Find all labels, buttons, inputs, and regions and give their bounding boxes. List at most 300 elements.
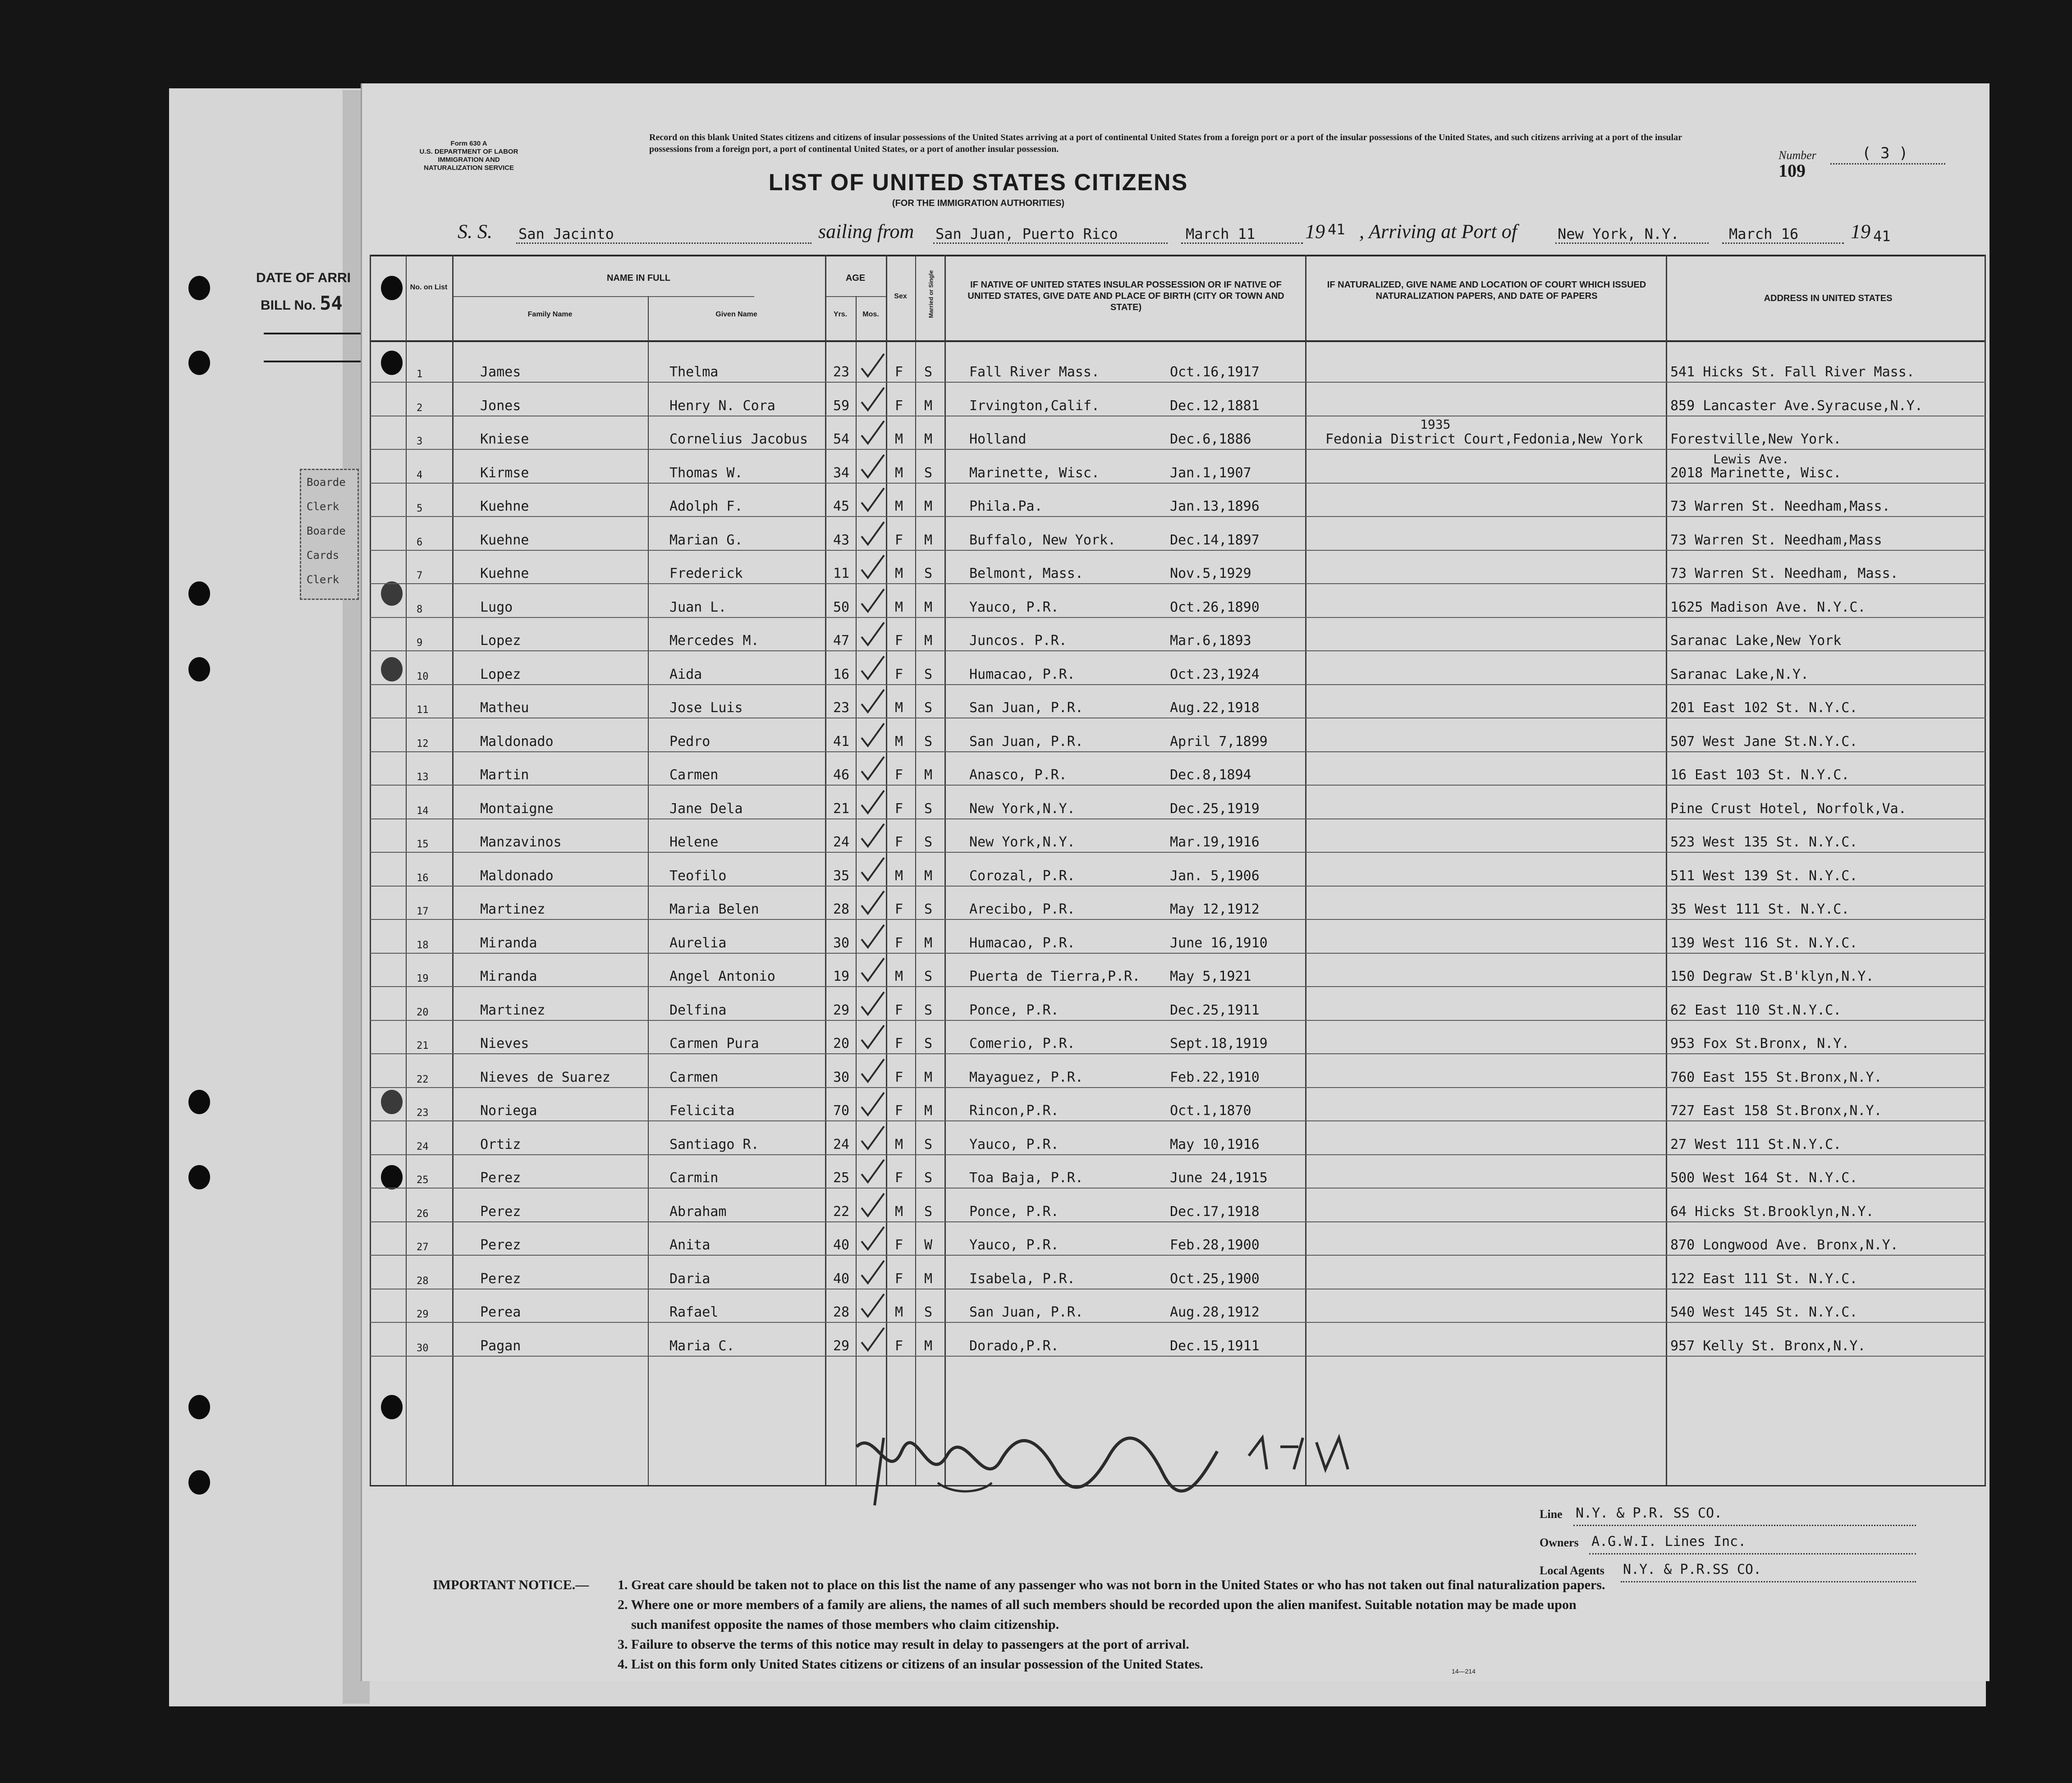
owners-dotted-line bbox=[1589, 1553, 1916, 1554]
marital-status-cell: M bbox=[924, 767, 933, 783]
row-number-cell: 8 bbox=[417, 603, 423, 615]
sail-year-prefix: 19 bbox=[1305, 220, 1325, 242]
address-cell: 507 West Jane St.N.Y.C. bbox=[1670, 733, 1858, 750]
birth-date-cell: Oct.16,1917 bbox=[1170, 364, 1260, 380]
family-name-cell: Ortiz bbox=[480, 1136, 521, 1152]
address-cell: Forestville,New York. bbox=[1670, 431, 1842, 447]
check-mark-icon bbox=[859, 1024, 886, 1051]
check-mark-icon bbox=[859, 990, 886, 1017]
arrival-year: 41 bbox=[1873, 228, 1891, 245]
sex-cell: F bbox=[895, 666, 903, 682]
family-name-cell: Jones bbox=[480, 398, 521, 414]
table-row bbox=[370, 1021, 1986, 1054]
given-name-cell: Helene bbox=[669, 834, 719, 850]
family-name-cell: Kirmse bbox=[480, 465, 529, 481]
family-name-cell: Perez bbox=[480, 1203, 521, 1220]
arrival-year-prefix: 19 bbox=[1851, 220, 1870, 242]
address-cell: 73 Warren St. Needham, Mass. bbox=[1670, 566, 1898, 581]
sex-cell: M bbox=[895, 1136, 903, 1152]
birthplace-cell: Yauco, P.R. bbox=[969, 1237, 1059, 1253]
age-years-cell: 20 bbox=[833, 1036, 850, 1052]
marital-status-cell: S bbox=[924, 969, 933, 984]
bill-line bbox=[264, 333, 361, 334]
table-row bbox=[370, 853, 1986, 887]
sailing-dotted-line bbox=[933, 242, 1168, 244]
family-name-cell: Maldonado bbox=[480, 868, 554, 884]
age-years-cell: 25 bbox=[833, 1170, 850, 1186]
table-row bbox=[370, 1155, 1986, 1189]
page-title: LIST OF UNITED STATES CITIZENS bbox=[768, 169, 1188, 196]
row-number-cell: 12 bbox=[417, 738, 429, 750]
check-mark-icon bbox=[859, 419, 886, 446]
col-header-address: ADDRESS IN UNITED STATES bbox=[1764, 293, 1893, 303]
birth-date-cell: Dec.25,1911 bbox=[1170, 1002, 1260, 1018]
page-subtitle: (FOR THE IMMIGRATION AUTHORITIES) bbox=[892, 198, 1065, 208]
row-number-cell: 3 bbox=[417, 436, 423, 447]
check-mark-icon bbox=[859, 621, 886, 648]
age-years-cell: 43 bbox=[833, 532, 850, 548]
address-cell: 122 East 111 St. N.Y.C. bbox=[1670, 1271, 1858, 1287]
age-years-cell: 16 bbox=[833, 666, 850, 682]
given-name-cell: Henry N. Cora bbox=[669, 398, 775, 414]
given-name-cell: Abraham bbox=[669, 1203, 727, 1220]
table-row bbox=[370, 1189, 1986, 1222]
sex-cell: F bbox=[895, 1069, 903, 1085]
sex-cell: F bbox=[895, 935, 903, 951]
punch-hole bbox=[188, 351, 210, 375]
passenger-table bbox=[370, 255, 1986, 1485]
given-name-cell: Marian G. bbox=[669, 532, 743, 548]
table-row bbox=[370, 349, 1986, 383]
age-years-cell: 40 bbox=[833, 1271, 850, 1287]
family-name-cell: Noriega bbox=[480, 1103, 537, 1119]
row-rule bbox=[370, 1356, 1986, 1357]
family-name-cell: Martinez bbox=[480, 1002, 546, 1018]
family-name-cell: Lopez bbox=[480, 666, 521, 682]
row-number-cell: 28 bbox=[417, 1275, 429, 1287]
check-mark-icon bbox=[859, 486, 886, 513]
given-name-cell: Carmin bbox=[669, 1170, 719, 1186]
row-number-cell: 5 bbox=[417, 503, 423, 514]
line-dotted-line bbox=[1573, 1525, 1916, 1526]
punch-hole bbox=[188, 1470, 210, 1495]
age-years-cell: 19 bbox=[833, 969, 850, 984]
row-number-cell: 17 bbox=[417, 906, 429, 917]
sail-year: 41 bbox=[1328, 221, 1345, 238]
family-name-cell: Kniese bbox=[480, 431, 529, 447]
row-number-cell: 23 bbox=[417, 1107, 429, 1119]
marital-status-cell: W bbox=[924, 1237, 933, 1253]
address-cell: 201 East 102 St. N.Y.C. bbox=[1670, 700, 1858, 716]
given-name-cell: Santiago R. bbox=[669, 1136, 759, 1152]
sex-cell: F bbox=[895, 1237, 903, 1253]
birthplace-cell: Puerta de Tierra,P.R. bbox=[969, 969, 1141, 984]
check-mark-icon bbox=[859, 755, 886, 782]
address-cell: 541 Hicks St. Fall River Mass. bbox=[1670, 364, 1915, 380]
table-row bbox=[370, 383, 1986, 416]
address-cell: 511 West 139 St. N.Y.C. bbox=[1670, 868, 1858, 884]
arriving-label: , Arriving at Port of bbox=[1359, 220, 1517, 242]
table-row bbox=[370, 819, 1986, 853]
birth-date-cell: Feb.28,1900 bbox=[1170, 1237, 1260, 1253]
given-name-cell: Carmen bbox=[669, 1069, 719, 1085]
given-name-cell: Anita bbox=[669, 1237, 711, 1253]
birth-date-cell: Jan.13,1896 bbox=[1170, 498, 1260, 514]
sex-cell: M bbox=[895, 868, 903, 884]
age-years-cell: 54 bbox=[833, 431, 850, 447]
check-mark-icon bbox=[859, 889, 886, 916]
marital-status-cell: M bbox=[924, 599, 933, 615]
address-cell: 859 Lancaster Ave.Syracuse,N.Y. bbox=[1670, 398, 1923, 414]
line-value: N.Y. & P.R. SS CO. bbox=[1576, 1505, 1723, 1521]
family-name-cell: Nieves bbox=[480, 1036, 529, 1052]
arrival-port-dotted-line bbox=[1555, 242, 1709, 244]
given-name-cell: Aida bbox=[669, 666, 702, 682]
family-name-cell: James bbox=[480, 364, 521, 380]
table-row bbox=[370, 887, 1986, 920]
address-note-cell: Lewis Ave. bbox=[1713, 451, 1789, 466]
stamp-line: Clerk bbox=[307, 573, 339, 586]
notice-item: 2. Where one or more members of a family are aliens, the names of all such members should be recorded upon the alien manifest. Suitable notation may be made upon bbox=[618, 1597, 1577, 1612]
naturalization-cell: Fedonia District Court,Fedonia,New York bbox=[1325, 431, 1643, 447]
sex-cell: F bbox=[895, 1338, 903, 1354]
marital-status-cell: S bbox=[924, 566, 933, 581]
sex-cell: M bbox=[895, 498, 903, 514]
family-name-cell: Matheu bbox=[480, 700, 529, 716]
sex-cell: F bbox=[895, 532, 903, 548]
age-years-cell: 70 bbox=[833, 1103, 850, 1119]
birth-date-cell: May 12,1912 bbox=[1170, 901, 1260, 917]
sail-date-dotted-line bbox=[1181, 242, 1303, 244]
marital-status-cell: M bbox=[924, 1103, 933, 1119]
birth-date-cell: Oct.25,1900 bbox=[1170, 1271, 1260, 1287]
col-header-married: Married or Single bbox=[927, 270, 935, 318]
marital-status-cell: S bbox=[924, 666, 933, 682]
bill-number-label bbox=[261, 292, 343, 314]
family-name-cell: Kuehne bbox=[480, 532, 529, 548]
row-number-cell: 20 bbox=[417, 1006, 429, 1018]
form-identifier bbox=[392, 140, 546, 172]
marital-status-cell: S bbox=[924, 1203, 933, 1220]
family-name-cell: Martinez bbox=[480, 901, 546, 917]
row-number-cell: 13 bbox=[417, 772, 429, 783]
given-name-cell: Thelma bbox=[669, 364, 719, 380]
given-name-cell: Cornelius Jacobus bbox=[669, 431, 808, 447]
table-row bbox=[370, 1122, 1986, 1155]
table-row bbox=[370, 1055, 1986, 1088]
row-number-cell: 21 bbox=[417, 1040, 429, 1052]
sex-cell: F bbox=[895, 1036, 903, 1052]
birth-date-cell: June 24,1915 bbox=[1170, 1170, 1268, 1186]
naturalization-year-cell: 1935 bbox=[1420, 417, 1451, 432]
birth-date-cell: Feb.22,1910 bbox=[1170, 1069, 1260, 1085]
sex-cell: M bbox=[895, 431, 903, 447]
birthplace-cell: Ponce, P.R. bbox=[969, 1203, 1059, 1220]
birthplace-cell: Holland bbox=[969, 431, 1027, 447]
sex-cell: F bbox=[895, 1271, 903, 1287]
table-row bbox=[370, 1222, 1986, 1256]
age-years-cell: 40 bbox=[833, 1237, 850, 1253]
table-row bbox=[370, 685, 1986, 718]
age-years-cell: 30 bbox=[833, 1069, 850, 1085]
table-row bbox=[370, 752, 1986, 786]
family-name-cell: Manzavinos bbox=[480, 834, 562, 850]
address-cell: 2018 Marinette, Wisc. bbox=[1670, 465, 1842, 481]
notice-item: 3. Failure to observe the terms of this notice may result in delay to passengers at the port of arrival. bbox=[618, 1637, 1189, 1652]
agents-dotted-line bbox=[1621, 1581, 1916, 1582]
given-name-cell: Mercedes M. bbox=[669, 633, 759, 649]
col-header-family: Family Name bbox=[527, 311, 573, 318]
birthplace-cell: Juncos. P.R. bbox=[969, 633, 1067, 649]
check-mark-icon bbox=[859, 923, 886, 950]
sex-cell: F bbox=[895, 364, 903, 380]
row-number-cell: 15 bbox=[417, 839, 429, 850]
sailing-label: sailing from bbox=[818, 220, 914, 242]
check-mark-icon bbox=[859, 1192, 886, 1219]
check-mark-icon bbox=[859, 587, 886, 614]
birth-date-cell: Oct.26,1890 bbox=[1170, 599, 1260, 615]
birthplace-cell: Irvington,Calif. bbox=[969, 398, 1100, 414]
birth-date-cell: Mar.6,1893 bbox=[1170, 633, 1251, 649]
number-label: Number bbox=[1779, 149, 1816, 162]
sex-cell: F bbox=[895, 834, 903, 850]
age-years-cell: 29 bbox=[833, 1002, 850, 1018]
birthplace-cell: Humacao, P.R. bbox=[969, 935, 1075, 951]
row-number-cell: 24 bbox=[417, 1141, 429, 1152]
row-number-cell: 19 bbox=[417, 973, 429, 984]
birthplace-cell: Rincon,P.R. bbox=[969, 1103, 1059, 1119]
punch-hole bbox=[188, 276, 210, 300]
marital-status-cell: S bbox=[924, 800, 933, 817]
owners-value: A.G.W.I. Lines Inc. bbox=[1591, 1534, 1747, 1550]
check-mark-icon bbox=[859, 453, 886, 480]
given-name-cell: Maria C. bbox=[669, 1338, 735, 1354]
age-years-cell: 23 bbox=[833, 700, 850, 716]
birth-date-cell: Dec.14,1897 bbox=[1170, 532, 1260, 548]
check-mark-icon bbox=[859, 1326, 886, 1353]
given-name-cell: Adolph F. bbox=[669, 498, 743, 514]
age-years-cell: 35 bbox=[833, 868, 850, 884]
family-name-cell: Kuehne bbox=[480, 498, 529, 514]
table-row bbox=[370, 618, 1986, 651]
col-header-no: No. on List bbox=[410, 283, 448, 291]
check-mark-icon bbox=[859, 688, 886, 715]
number-value: ( 3 ) bbox=[1862, 144, 1908, 162]
row-number-cell: 10 bbox=[417, 671, 429, 682]
row-number-cell: 9 bbox=[417, 637, 423, 649]
table-row bbox=[370, 551, 1986, 584]
birth-date-cell: Aug.22,1918 bbox=[1170, 700, 1260, 716]
table-row bbox=[370, 1088, 1986, 1121]
punch-hole bbox=[188, 1090, 210, 1114]
marital-status-cell: M bbox=[924, 498, 933, 514]
sex-cell: M bbox=[895, 733, 903, 750]
sex-cell: F bbox=[895, 1002, 903, 1018]
given-name-cell: Maria Belen bbox=[669, 901, 759, 917]
marital-status-cell: S bbox=[924, 1304, 933, 1320]
row-number-cell: 1 bbox=[417, 369, 423, 380]
table-row bbox=[370, 416, 1986, 450]
sex-cell: M bbox=[895, 465, 903, 481]
given-name-cell: Frederick bbox=[669, 566, 743, 581]
marital-status-cell: M bbox=[924, 431, 933, 447]
check-mark-icon bbox=[859, 1225, 886, 1252]
family-name-cell: Perez bbox=[480, 1271, 521, 1287]
marital-status-cell: S bbox=[924, 364, 933, 380]
check-mark-icon bbox=[859, 1259, 886, 1286]
address-cell: 16 East 103 St. N.Y.C. bbox=[1670, 767, 1850, 783]
age-years-cell: 23 bbox=[833, 364, 850, 380]
birthplace-cell: Dorado,P.R. bbox=[969, 1338, 1059, 1354]
age-years-cell: 28 bbox=[833, 1304, 850, 1320]
given-name-cell: Angel Antonio bbox=[669, 969, 775, 984]
row-number-cell: 26 bbox=[417, 1208, 429, 1220]
table-row bbox=[370, 517, 1986, 551]
intro-text: Record on this blank United States citizens and citizens of insular possessions of the United States arriving at a port of continental United States from a foreign port or a port of the insular possessions of the United States, and such citizens arriving at a port of the insular possessions from a foreign port, a port of continental United States, or a port of another insular possession. bbox=[649, 133, 1682, 154]
header-bottom-border bbox=[370, 340, 1986, 342]
birth-date-cell: Aug.28,1912 bbox=[1170, 1304, 1260, 1320]
notice-title: IMPORTANT NOTICE.— bbox=[433, 1577, 589, 1592]
age-years-cell: 11 bbox=[833, 566, 850, 581]
address-cell: 27 West 111 St.N.Y.C. bbox=[1670, 1136, 1842, 1152]
address-cell: 1625 Madison Ave. N.Y.C. bbox=[1670, 599, 1866, 615]
check-mark-icon bbox=[859, 553, 886, 581]
address-cell: 523 West 135 St. N.Y.C. bbox=[1670, 834, 1858, 850]
given-name-cell: Delfina bbox=[669, 1002, 727, 1018]
age-years-cell: 46 bbox=[833, 767, 850, 783]
address-cell: 35 West 111 St. N.Y.C. bbox=[1670, 901, 1850, 917]
marital-status-cell: M bbox=[924, 935, 933, 951]
table-row bbox=[370, 719, 1986, 752]
table-top-border bbox=[370, 255, 1986, 256]
form-id-line: NATURALIZATION SERVICE bbox=[423, 164, 514, 172]
birthplace-cell: Fall River Mass. bbox=[969, 364, 1100, 380]
row-number-cell: 7 bbox=[417, 570, 423, 581]
check-mark-icon bbox=[859, 654, 886, 681]
marital-status-cell: M bbox=[924, 532, 933, 548]
col-header-name-in-full: NAME IN FULL bbox=[606, 273, 671, 283]
row-number-cell: 16 bbox=[417, 872, 429, 884]
bill-number-value: 54 bbox=[320, 292, 343, 314]
sex-cell: M bbox=[895, 1304, 903, 1320]
sex-cell: M bbox=[895, 700, 903, 716]
marital-status-cell: S bbox=[924, 1036, 933, 1052]
number-dotted-line bbox=[1830, 163, 1945, 165]
birthplace-cell: San Juan, P.R. bbox=[969, 700, 1083, 716]
form-id-line: Form 630 A bbox=[450, 140, 487, 147]
family-name-cell: Perez bbox=[480, 1237, 521, 1253]
table-row bbox=[370, 450, 1986, 484]
given-name-cell: Pedro bbox=[669, 733, 711, 750]
punch-hole bbox=[188, 657, 210, 681]
age-years-cell: 29 bbox=[833, 1338, 850, 1354]
age-years-cell: 41 bbox=[833, 733, 850, 750]
given-name-cell: Rafael bbox=[669, 1304, 719, 1320]
given-name-cell: Carmen bbox=[669, 767, 719, 783]
row-number-cell: 14 bbox=[417, 805, 429, 817]
table-row bbox=[370, 652, 1986, 685]
birthplace-cell: Yauco, P.R. bbox=[969, 599, 1059, 615]
birthplace-cell: New York,N.Y. bbox=[969, 834, 1075, 850]
address-cell: 64 Hicks St.Brooklyn,N.Y. bbox=[1670, 1203, 1874, 1220]
check-mark-icon bbox=[859, 352, 886, 379]
marital-status-cell: M bbox=[924, 398, 933, 414]
check-mark-icon bbox=[859, 956, 886, 983]
check-mark-icon bbox=[859, 856, 886, 883]
birthplace-cell: Humacao, P.R. bbox=[969, 666, 1075, 682]
birthplace-cell: Toa Baja, P.R. bbox=[969, 1170, 1083, 1186]
form-id-line: IMMIGRATION AND bbox=[438, 156, 500, 164]
check-mark-icon bbox=[859, 1158, 886, 1185]
birth-date-cell: Dec.17,1918 bbox=[1170, 1203, 1260, 1220]
ss-label: S. S. bbox=[458, 220, 492, 242]
address-cell: 150 Degraw St.B'klyn,N.Y. bbox=[1670, 969, 1874, 984]
birth-date-cell: May 5,1921 bbox=[1170, 969, 1251, 984]
check-mark-icon bbox=[859, 1091, 886, 1118]
family-name-cell: Montaigne bbox=[480, 800, 554, 817]
family-name-cell: Kuehne bbox=[480, 566, 529, 581]
marital-status-cell: S bbox=[924, 700, 933, 716]
marital-status-cell: M bbox=[924, 1338, 933, 1354]
sex-cell: M bbox=[895, 969, 903, 984]
sex-cell: M bbox=[895, 1203, 903, 1220]
line-label: Line bbox=[1540, 1508, 1563, 1521]
birth-date-cell: June 16,1910 bbox=[1170, 935, 1268, 951]
birthplace-cell: Mayaguez, P.R. bbox=[969, 1069, 1083, 1085]
row-number-cell: 18 bbox=[417, 939, 429, 951]
address-cell: Pine Crust Hotel, Norfolk,Va. bbox=[1670, 800, 1907, 817]
given-name-cell: Jose Luis bbox=[669, 700, 743, 716]
table-row bbox=[370, 1256, 1986, 1289]
birthplace-cell: Isabela, P.R. bbox=[969, 1271, 1075, 1287]
address-cell: Saranac Lake,N.Y. bbox=[1670, 666, 1809, 682]
family-name-cell: Lopez bbox=[480, 633, 521, 649]
table-row bbox=[370, 786, 1986, 819]
sex-cell: M bbox=[895, 599, 903, 615]
clerk-stamp bbox=[300, 469, 359, 600]
marital-status-cell: M bbox=[924, 1271, 933, 1287]
marital-status-cell: S bbox=[924, 901, 933, 917]
bill-label-text: BILL No. bbox=[261, 298, 316, 313]
given-name-cell: Thomas W. bbox=[669, 465, 743, 481]
row-number-cell: 30 bbox=[417, 1342, 429, 1354]
row-number-cell: 6 bbox=[417, 536, 423, 548]
age-years-cell: 30 bbox=[833, 935, 850, 951]
age-years-cell: 28 bbox=[833, 901, 850, 917]
table-row bbox=[370, 1323, 1986, 1357]
age-years-cell: 22 bbox=[833, 1203, 850, 1220]
birthplace-cell: Anasco, P.R. bbox=[969, 767, 1067, 783]
number-large: 109 bbox=[1779, 160, 1806, 181]
given-name-cell: Aurelia bbox=[669, 935, 727, 951]
address-cell: 500 West 164 St. N.Y.C. bbox=[1670, 1170, 1858, 1186]
sex-cell: F bbox=[895, 800, 903, 817]
address-cell: 727 East 158 St.Bronx,N.Y. bbox=[1670, 1103, 1882, 1119]
table-row bbox=[370, 920, 1986, 954]
row-number-cell: 2 bbox=[417, 402, 423, 414]
address-cell: 870 Longwood Ave. Bronx,N.Y. bbox=[1670, 1237, 1898, 1253]
given-name-cell: Jane Dela bbox=[669, 800, 743, 817]
birthplace-cell: Buffalo, New York. bbox=[969, 532, 1116, 548]
check-mark-icon bbox=[859, 822, 886, 849]
col-header-mos: Mos. bbox=[862, 311, 879, 318]
check-mark-icon bbox=[859, 520, 886, 547]
birth-date-cell: Dec.8,1894 bbox=[1170, 767, 1251, 783]
sex-cell: F bbox=[895, 901, 903, 917]
table-row bbox=[370, 585, 1986, 618]
family-name-cell: Perea bbox=[480, 1304, 521, 1320]
age-years-cell: 59 bbox=[833, 398, 850, 414]
